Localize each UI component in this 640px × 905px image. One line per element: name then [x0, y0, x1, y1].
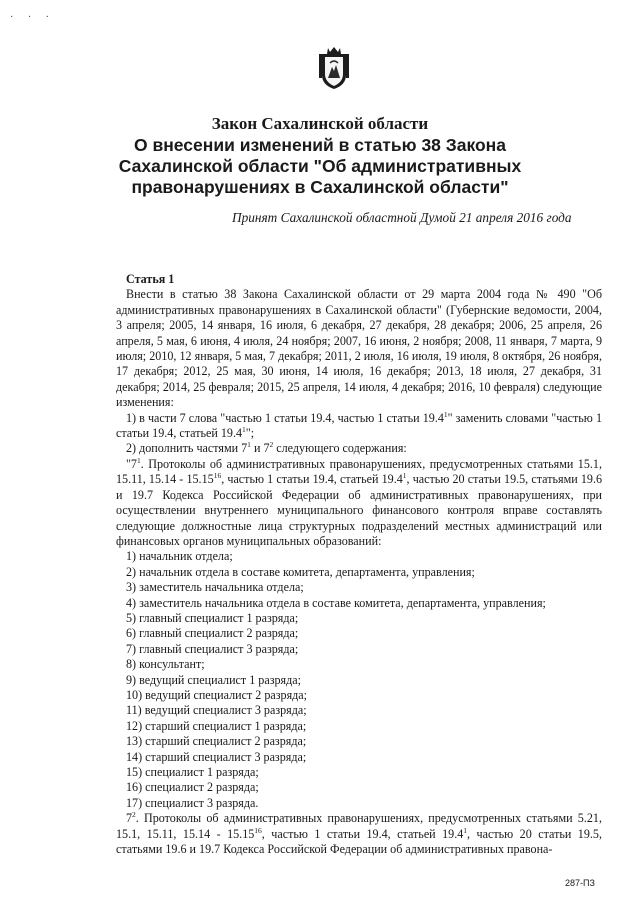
position-item: 13) старший специалист 2 разряда;: [126, 734, 307, 749]
position-item: 11) ведущий специалист 3 разряда;: [126, 703, 307, 718]
position-item: 4) заместитель начальника отдела в составе комитета, департамента, управления;: [126, 595, 546, 610]
position-item: 6) главный специалист 2 разряда;: [126, 626, 299, 641]
adoption-note: Принят Сахалинской областной Думой 21 апреля 2016 года: [232, 210, 572, 225]
law-title: Закон Сахалинской области: [211, 114, 429, 133]
position-item: 12) старший специалист 1 разряда;: [126, 718, 307, 733]
law-subject-line-1: О внесении изменений в статью 38 Закона: [133, 135, 506, 155]
amendment-item-1: 1) в части 7 слова "частью 1 статьи 19.4, частью 1 статьи 19.4$^1$" заменить словами "частью 1 статьи 19.4, статьей 19.4$^1$";: [116, 409, 602, 441]
position-item: 3) заместитель начальника отдела;: [126, 580, 304, 595]
law-subject-line-2: Сахалинской области "Об административных: [118, 156, 522, 176]
position-item: 7) главный специалист 3 разряда;: [126, 641, 299, 656]
position-item: 17) специалист 3 разряда.: [126, 795, 259, 810]
position-item: 10) ведущий специалист 2 разряда;: [126, 687, 308, 702]
coat-of-arms-icon: [317, 45, 351, 91]
scan-specks: · · ·: [10, 12, 55, 23]
article-title: Статья 1: [126, 272, 175, 286]
position-item: 2) начальник отдела в составе комитета, департамента, управления;: [126, 564, 475, 579]
position-item: 1) начальник отдела;: [126, 549, 233, 564]
part-7-2: $7^2$. Протоколы об административных правонарушениях, предусмотренных статьями 5.21, 15.1, 15.11, 15.14 - 15.15$^{16}$, частью 1 статьи 19.4, статьей 19.4$^1$, частью 20 статьи 19.5, статьями 19.6 и 19.7 Кодекса Российской Федерации об административных правона-: [116, 810, 602, 857]
law-subject-line-3: правонарушениях в Сахалинской области": [131, 177, 509, 197]
article-intro: Внести в статью 38 Закона Сахалинской области от 29 марта 2004 года № 490 "Об административных правонарушениях в Сахалинской области" (Губернские ведомости, 2004, 3 апреля; 2005, 14 января, 16 июля, 6 декабря, 27 декабря, 28 декабря; 2006, 25 апреля, 26 апреля, 5 мая, 6 июня, 4 июля, 24 ноября; 2007, 16 июня, 2 ноября; 2008, 11 января, 7 марта, 9 июля; 2010, 12 января, 5 мая, 7 декабря; 2011, 2 июля, 16 июля, 19 июля, 8 октября, 26 ноября, 17 декабря; 2012, 25 мая, 30 июня, 14 июля, 16 декабря; 2013, 18 июля, 27 декабря, 31 декабря; 2014, 25 февраля; 2015, 25 апреля, 14 июля, 4 декабря; 2016, 10 февраля) следующие изменения:: [116, 287, 602, 410]
document-number: 287-ПЗ: [565, 878, 595, 888]
amendment-item-2: 2) дополнить частями $7^1$ и $7^2$ следующего содержания:: [126, 440, 407, 456]
position-item: 15) специалист 1 разряда;: [126, 765, 259, 779]
article-body: [116, 272, 602, 857]
position-item: 5) главный специалист 1 разряда;: [126, 610, 299, 625]
position-item: 14) старший специалист 3 разряда;: [126, 749, 307, 764]
part-7-1: "$7^1$. Протоколы об административных правонарушениях, предусмотренных статьями 15.1, 15.11, 15.14 - 15.15$^{16}$, частью 1 статьи 19.4, статьей 19.4$^1$, частью 20 статьи 19.5, статьями 19.6 и 19.7 Кодекса Российской Федерации об административных правонарушениях, при осуществлении внутреннего муниципального финансового контроля вправе составлять следующие должностные лица структурных подразделений местных администраций или финансовых органов муниципальных образований:: [116, 455, 603, 548]
position-item: 16) специалист 2 разряда;: [126, 780, 259, 795]
position-item: 8) консультант;: [126, 657, 205, 672]
position-item: 9) ведущий специалист 1 разряда;: [126, 672, 301, 687]
